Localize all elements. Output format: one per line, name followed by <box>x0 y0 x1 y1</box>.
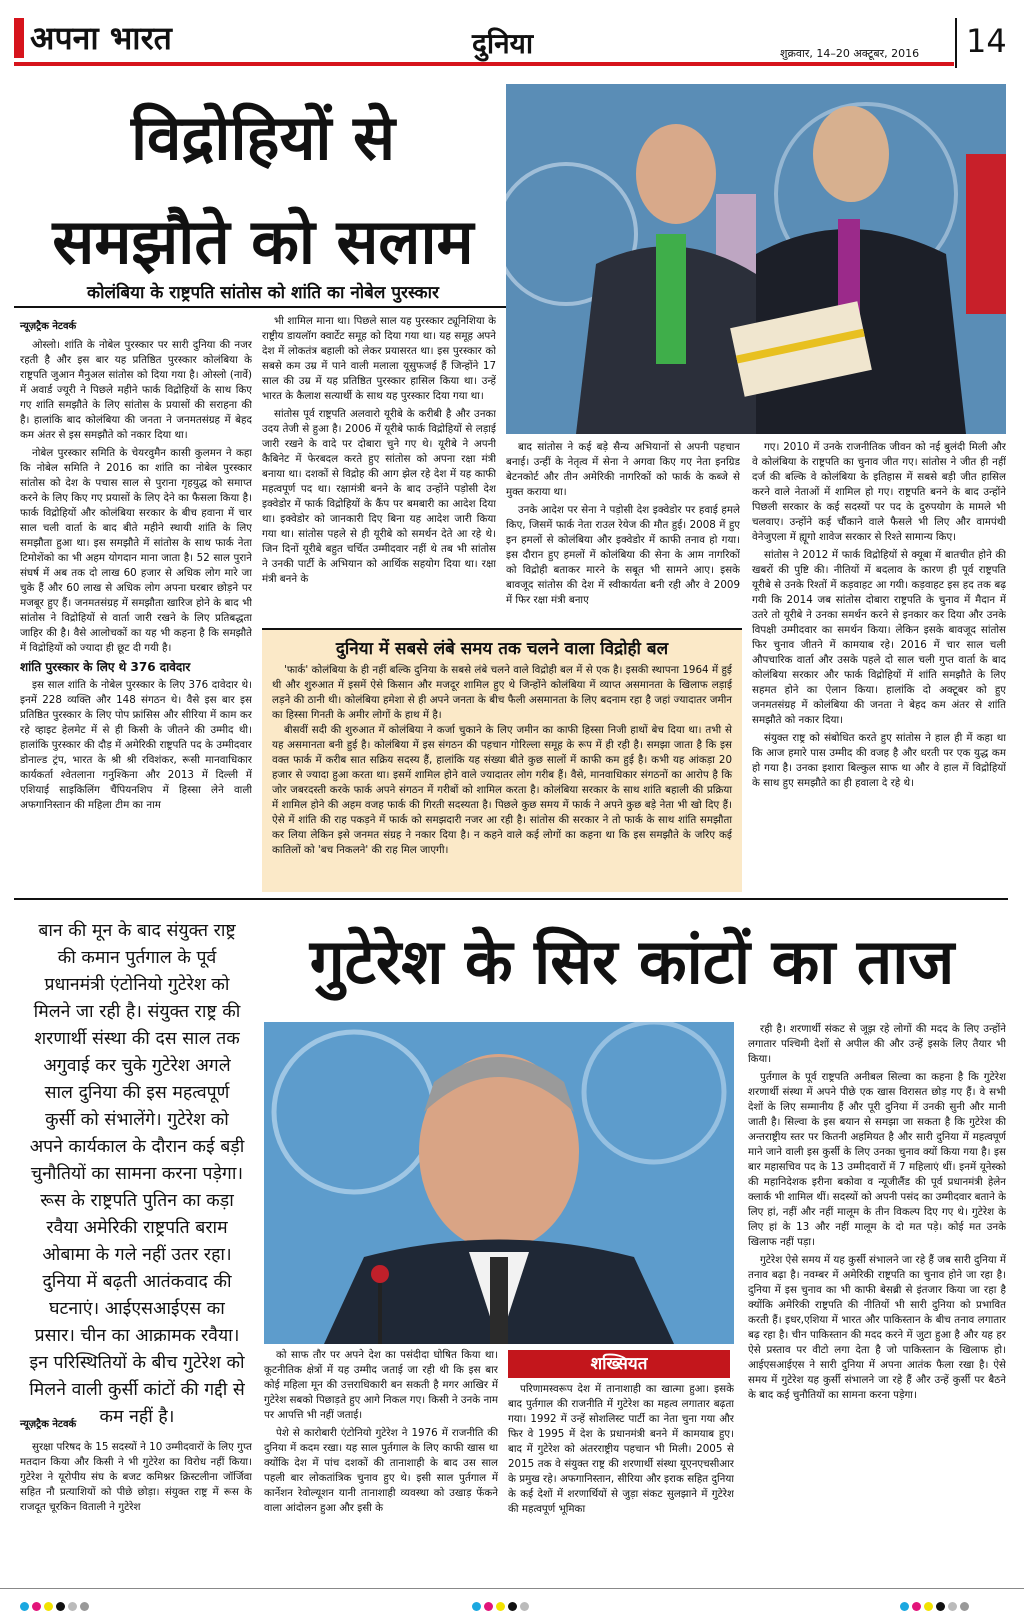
story2-column-1 <box>20 1440 252 1582</box>
story1-col4-para: संयुक्त राष्ट्र को संबोधित करते हुए सांतोस ने हाल ही में कहा था कि आज हमारे पास उम्मीद की वजह है और धरती पर एक युद्ध कम हो गया है। उनका इशारा बिल्कुल साफ था और वे हाल में विद्रोहियों के साथ हुए समझौते का ही हवाला दे रहे थे। <box>752 732 1006 789</box>
story1-col1-para: इस साल शांति के नोबेल पुरस्कार के लिए 376 दावेदार थे। इनमें 228 व्यक्ति और 148 संगठन थे। वैसे इस बार इस प्रतिष्ठित पुरस्कार के लिए पोप फ्रांसिस और सीरिया में काम कर रहे व्हाइट हेलमेट में से ही किसी के जीतने की उम्मीद थी। हालांकि पुरस्कार की दौड़ में अमेरिकी राष्ट्रपति पद के उम्मीदवार डोनाल्ड ट्रंप, भारत के श्री श्री रविशंकर, रूसी मानवाधिकार कार्यकर्ता श्वेतलाना गनुश्किना और 2013 में दिल्ली में एशियाई साइकिलिंग चैंपियनशिप में हिस्सा लेने वाली अफगानिस्तान की महिला टीम का नाम <box>20 679 252 811</box>
story2-column-4 <box>748 1022 1006 1582</box>
registration-dots-right <box>900 1596 972 1606</box>
story2-col4-para: रही है। शरणार्थी संकट से जूझ रहे लोगों की मदद के लिए उन्होंने लगातार पश्चिमी देशों से अपील की और उन्हें इसके लिए तैयार भी किया। <box>748 1023 1006 1065</box>
footer-rule <box>0 1588 1024 1589</box>
story2-column-2 <box>264 1348 498 1582</box>
section-title: दुनिया <box>472 27 534 60</box>
story1-subhead: कोलंबिया के राष्ट्रपति सांतोस को शांति का नोबेल पुरस्कार <box>87 283 439 303</box>
story1-credit: न्यूज़ट्रैक नेटवर्क <box>20 321 77 332</box>
brand-logo <box>14 12 246 60</box>
page-number: 14 <box>966 22 1007 60</box>
farc-box-para: 'फार्क' कोलंबिया के ही नहीं बल्कि दुनिया के सबसे लंबे चलने वाले विद्रोही बल में से एक है। इसकी स्थापना 1964 में हुई थी और शुरुआत में इसमें ऐसे किसान और मजदूर शामिल हुए थे जिन्होंने कोलंबिया में व्याप्त असमानता के खिलाफ लड़ाई लड़ने की ठानी थी। कोलंबिया हमेशा से ही अपने जनता के बीच फैली असमानता के लिए बदनाम रहा है जहां ज्यादातर जमीन का हिस्सा गिनती के अमीर लोगों के हाथ में है। <box>272 664 732 721</box>
story1-col4-para: सांतोस ने 2012 में फार्क विद्रोहियों से क्यूबा में बातचीत होने की खबरों की पुष्टि की। नीतियों में बदलाव के कारण ही पूर्व राष्ट्रपति यूरीबे से उनके रिश्तों में कड़वाहट आ गयी। कड़वाहट इस हद तक बढ़ गयी कि 2014 जब सांतोस दोबारा राष्ट्रपति के चुनाव में मैदान में उतरे तो यूरीबे ने उनका समर्थन करने से इनकार कर दिया और उनके विपक्षी उम्मीदवार का समर्थन किया। लेकिन इसके बावजूद सांतोस फिर चुनाव जीतने में कामयाब रहे। 2016 में चार साल चली औपचारिक वार्ता और उसके पहले दो साल चली गुप्त वार्ता के बाद कोलंबिया सरकार और फार्क विद्रोहियों में शांति समझौते के लिए सहमत होने का ऐलान किया। हालांकि दो अक्टूबर को हुए जनमतसंग्रह में कोलंबिया की जनता ने बेहद कम अंतर से शांति समझौते को नकार दिया। <box>752 549 1006 726</box>
masthead-divider <box>955 18 957 68</box>
santos-ban-ki-moon-photo <box>506 84 1006 434</box>
farc-box-para: बीसवीं सदी की शुरुआत में कोलंबिया ने कर्जा चुकाने के लिए जमीन का काफी हिस्सा निजी हाथों बेच दिया था। तभी से यह असमानता बनी हुई है। कोलंबिया में इस संगठन की पहचान गोरिल्ला समूह के रूप में ही रही है। समझा जाता है कि इस वक्त फार्क में करीब सात सक्रिय सदस्य हैं, हालांकि यह संख्या बीते कुछ सालों में काफी कम हुई है। कभी यह आंकड़ा 20 हजार से ज्यादा हुआ करता था। इसमें शामिल होने वाले ज्यादातर लोग गरीब हैं। वैसे, मानवाधिकार संगठनों का आरोप है कि जोर जबरदस्ती करके फार्क अपने संगठन में गरीबों को शामिल करता है। कोलंबिया सरकार के साथ शांति बहाली की प्रक्रिया में शामिल होने की अहम वजह फार्क की गिरती सदस्यता है। पिछले कुछ समय में फार्क ने अपने कुछ बड़े नेता भी खो दिए हैं। ऐसे में शांति की राह पकड़ने में फार्क को समझदारी नजर आ रही है। सांतोस की सरकार ने तो फार्क के साथ शांति समझौता कर लिया लेकिन इसे जनमत संग्रह ने नकार दिया है। न कहने वाले कई लोगों का कहना था कि इस समझौते के जरिए कई कातिलों को 'बच निकलने' की राह मिल जाएगी। <box>272 724 732 856</box>
story1-col1-subhead: शांति पुरस्कार के लिए थे 376 दावेदार <box>20 660 191 674</box>
story1-col2-para: सांतोस पूर्व राष्ट्रपति अलवारो यूरीबे के करीबी है और उनका उदय तेजी से हुआ है। 2006 में यूरीबे फार्क विद्रोहियों से लड़ाई जारी रखने के वादे पर दोबारा चुने गए थे। यूरीबे ने अपनी कैबिनेट में फेरबदल करते हुए सांतोस को अपना रक्षा मंत्री बनाया था। दशकों से विद्रोह की आग झेल रहे देश में यह काफी महत्वपूर्ण पद था। रक्षामंत्री बनने के बाद उन्होंने पड़ोसी देश इक्वेडोर में फार्क विद्रोहियों के कैंप पर बमबारी का आदेश दिया था। इक्वेडोर को जानकारी दिए बिना यह आदेश जारी किया गया था। सांतोस पहले से ही यूरीबे को समर्थन देते आ रहे थे। जिन दिनों यूरीबे बहुत चर्चित उम्मीदवार नहीं थे तब भी सांतोस ने उनकी पार्टी के अभियान को आर्थिक सहयोग दिया था। रक्षा मंत्री बनने के <box>262 408 496 585</box>
farc-box-title: दुनिया में सबसे लंबे समय तक चलने वाला विद्रोही बल <box>335 639 669 659</box>
story2-col2-para: पेशे से कारोबारी एंटोनियो गुटेरेश ने 1976 में राजनीति की दुनिया में कदम रखा। यह साल पुर्तगाल के लिए काफी खास था क्योंकि देश में पांच दशकों की तानाशाही के बाद उस साल पहली बार लोकतांत्रिक चुनाव हुए थे। इसी साल पुर्तगाल में कार्नेशन रेवोल्यूशन यानी तानाशाही व्यवस्था को उखाड़ फेंकने वाला आंदोलन हुआ और इसी के <box>264 1427 498 1514</box>
guterres-pull-quote: बान की मून के बाद संयुक्त राष्ट्र की कमान पुर्तगाल के पूर्व प्रधानमंत्री एंटोनियो गुटेरेश को मिलने जा रही है। संयुक्त राष्ट्र की शरणार्थी संस्था की दस साल तक अगुवाई कर चुके गुटेरेश अगले साल दुनिया की इस महत्वपूर्ण कुर्सी को संभालेंगे। गुटेरेश को अपने कार्यकाल के दौरान कई बड़ी चुनौतियों का सामना करना पड़ेगा। रूस के राष्ट्रपति पुतिन का कड़ा रवैया अमेरिकी राष्ट्रपति बराम ओबामा के गले नहीं उतर रहा। दुनिया में बढ़ती आतंकवाद की घटनाएं। आईएसआईएस का प्रसार। चीन का आक्रामक रवैया। इन परिस्थितियों के बीच गुटेरेश को मिलने वाली कुर्सी कांटों की गद्दी से कम नहीं है। <box>29 921 245 1427</box>
story1-column-4 <box>752 440 1006 890</box>
masthead-rule <box>14 62 954 66</box>
story1-headline-line1: विद्रोहियों से <box>130 101 395 174</box>
story-divider <box>14 898 1008 900</box>
story2-credit: न्यूज़ट्रैक नेटवर्क <box>20 1419 77 1430</box>
story1-col4-para: गए। 2010 में उनके राजनीतिक जीवन को नई बुलंदी मिली और वे कोलंबिया के राष्ट्रपति का चुनाव जीत गए। सांतोस ने जीत ही नहीं दर्ज की बल्कि वे कोलंबिया के इतिहास में सबसे बड़ी जीत हासिल करने वाले नेताओं में शामिल हो गए। राष्ट्रपति बनने के बाद उन्होंने पिछली सरकार के कई सदस्यों पर पद के दुरुपयोग के मामले भी चलवाए। उन्होंने कई चौंकाने वाले फैसले भी लिए और वामपंथी वेनेजुएला में ह्यूगो शावेज सरकार से रिश्ते सामान्य किए। <box>752 441 1006 543</box>
story1-col3-para: बाद सांतोस ने कई बड़े सैन्य अभियानों से अपनी पहचान बनाई। उन्हीं के नेतृत्व में सेना ने अगवा किए गए नेता इनग्रिड बेटनकोर्ट और तीन अमेरिकी नागरिकों को फार्क के कब्जे से मुक्त कराया था। <box>506 441 740 498</box>
brand-name: अपना भारत <box>30 19 172 57</box>
guterres-photo <box>264 1022 734 1344</box>
story2-col2-para: को साफ तौर पर अपने देश का पसंदीदा घोषित किया था। कूटनीतिक क्षेत्रों में यह उम्मीद जताई जा रही थी कि इस बार कोई महिला मून की उत्तराधिकारी बन सकती है मगर आखिर में गुटेरेश सबको पिछाड़ते हुए आगे निकल गए। किसी ने उनके नाम पर आपत्ति भी नहीं जताई। <box>264 1349 498 1421</box>
story1-col1-para: नोबेल पुरस्कार समिति के चेयरवुमैन कासी कुलमन ने कहा कि नोबेल समिति ने 2016 का शांति का नोबेल पुरस्कार सांतोस को देश के पचास साल से पुराना गृहयुद्ध को समाप्त करने के लिए किए गए प्रयासों के लिए देने का फैसला किया है। फार्क विद्रोहियों और कोलंबिया सरकार के बीच हवाना में चार साल चली वार्ता के बाद बीते महीने स्थायी शांति के लिए समझौता हुआ था। इस समझौते में सांतोस के साथ फार्क नेता टिमोशेंको का भी अहम योगदान माना जाता है। 52 साल पुराने संघर्ष में अब तक दो लाख 60 हजार से अधिक लोग मारे जा चुके हैं और 60 लाख से अधिक लोग अपना घरबार छोड़ने पर मजबूर हुए हैं। जनमतसंग्रह में समझौता खारिज होने के बाद भी सांतोस ने विद्रोहियों से वार्ता जारी रखने के लिए प्रतिबद्धता जाहिर की है। वैसे आलोचकों का यह भी कहना है कि समझौते में विद्रोहियों को ज्यादा ही छूट दी गयी है। <box>20 447 252 654</box>
story1-col3-para: उनके आदेश पर सेना ने पड़ोसी देश इक्वेडोर पर हवाई हमले किए, जिसमें फार्क नेता राउल रेयेज की मौत हुई। 2008 में हुए इन हमलों से कोलंबिया और इक्वेडोर में काफी तनाव हो गया। इस दौरान हुए हमलों में कोलंबिया की सेना के आम नागरिकों को विद्रोही बताकर मारने के सबूत भी सामने आए। इसके बावजूद सांतोस की देश में स्वीकार्यता बनी रही और वे 2009 में फिर रक्षा मंत्री बनाए <box>506 504 740 606</box>
story2-headline: गुटेरेश के सिर कांटों का ताज <box>309 925 955 998</box>
brand-red-bar <box>14 18 24 58</box>
farc-box <box>262 628 742 892</box>
story1-headline <box>14 86 512 294</box>
story1-column-2 <box>262 314 496 622</box>
story2-col4-para: गुटेरेश ऐसे समय में यह कुर्सी संभालने जा रहे हैं जब सारी दुनिया में तनाव बढ़ा है। नवम्बर में अमेरिकी राष्ट्रपति का चुनाव होने जा रहा है। दुनिया में इस चुनाव का भी काफी बेसब्री से इंतजार किया जा रहा है क्योंकि अमेरिकी राष्ट्रपति की नीतियों भी सारी दुनिया को प्रभावित करती हैं। इधर,एशिया में भारत और पाकिस्तान के बीच तनाव लगातार बढ़ रहा है। चीन पाकिस्तान की मदद करने में जुटा हुआ है और यह हर ऐसे प्रस्ताव पर वीटो लगा देता है जो पाकिस्तान के खिलाफ हो। आईएसआईएस ने सारी दुनिया में अपना आतंक फैला रखा है। ऐसे समय में गुटेरेश यह कुर्सी संभालने जा रहे हैं और उन्हें कुर्सी पर बैठने के बाद कई चुनौतियों का सामना करना पड़ेगा। <box>748 1254 1006 1401</box>
story2-col4-para: पुर्तगाल के पूर्व राष्ट्रपति अनीबल सिल्वा का कहना है कि गुटेरेश शरणार्थी संस्था में अपने पीछे एक खास विरासत छोड़ गए हैं। वे सभी देशों के लिए सम्मानीय हैं और पूरी दुनिया में उनकी सुनी और मानी जाती है। सिल्वा के इस बयान से समझा जा सकता है कि गुटेरेश की अन्तराष्ट्रीय स्तर पर कितनी अहमियत है और सारी दुनिया में महत्वपूर्ण माने जाने वाली इस कुर्सी के लिए उनका चुनाव क्यों किया गया है। इस बार महासचिव पद के 13 उम्मीदवारों में 7 महिलाएं थीं। इनमें यूनेस्को की महानिदेशक इरीना बकोवा व न्यूजीलैंड की पूर्व प्रधानमंत्री हेलेन क्लार्क भी शामिल थीं। सदस्यों को अपनी पसंद का उम्मीदवार बताने के लिए हां, नहीं और नहीं मालूम के तीन विकल्प दिए गए थे। गुटेरेश के लिए हां के 13 और नहीं मालूम के दो मत पड़े। कोई मत उनके खिलाफ नहीं पड़ा। <box>748 1071 1006 1248</box>
story2-col3-para: परिणामस्वरूप देश में तानाशाही का खात्मा हुआ। इसके बाद पुर्तगाल की राजनीति में गुटेरेश का महत्व लगातार बढ़ता गया। 1992 में उन्हें सोशलिस्ट पार्टी का नेता चुना गया और फिर वे 1995 में देश के प्रधानमंत्री बनने में कामयाब हुए। बाद में गुटेरेश को अंतरराष्ट्रीय पहचान भी मिली। 2005 से 2015 तक वे संयुक्त राष्ट्र की शरणार्थी संस्था यूएनएचसीआर के प्रमुख रहे। अफगानिस्तान, सीरिया और इराक सहित दुनिया के कई देशों में शरणार्थियों से जुड़ा संकट सुलझाने में गुटेरेश की महत्वपूर्ण भूमिका <box>508 1383 734 1515</box>
subhead-rule <box>14 306 512 308</box>
story2-column-3 <box>508 1382 734 1582</box>
registration-dots-left <box>20 1596 92 1606</box>
story1-column-3 <box>506 440 740 622</box>
shakhsiyat-label: शख्सियत <box>508 1350 730 1378</box>
story1-col1-para: ओस्लो। शांति के नोबेल पुरस्कार पर सारी दुनिया की नजर रहती है और इस बार यह प्रतिष्ठित पुरस्कार कोलंबिया के राष्ट्रपति जुआन मैनुअल सांतोस को दिया गया है। ओस्लो (नार्वे) में अवार्ड ज्यूरी ने पिछले महीने फार्क विद्रोहियों के साथ किए गए शांति समझौते के लिए सांतोस के प्रयासों की सराहना की है। हालांकि बाद कोलंबिया की जनता ने जनमतसंग्रह में बेहद कम अंतर से इस समझौते को नकार दिया था। <box>20 339 252 441</box>
issue-date: शुक्रवार, 14–20 अक्टूबर, 2016 <box>780 47 920 60</box>
story1-column-1 <box>20 338 252 888</box>
story1-headline-line2: समझौते को सलाम <box>52 205 474 278</box>
registration-dots-center <box>472 1596 532 1606</box>
story1-col2-para: भी शामिल माना था। पिछले साल यह पुरस्कार ट्यूनिशिया के राष्ट्रीय डायलॉग क्वार्टेट समूह को दिया गया था। यह समूह अपने देश में लोकतंत्र बहाली को लेकर प्रयासरत था। इस पुरस्कार को सबसे कम उम्र में पाने वाली मलाला यूसुफजई हैं जिन्होंने 17 साल की उम्र में यह प्रतिष्ठित पुरस्कार हासिल किया था। उन्हें भारत के कैलाश सत्यार्थी के साथ यह पुरस्कार दिया गया था। <box>262 315 496 402</box>
story2-col1-para: सुरक्षा परिषद के 15 सदस्यों ने 10 उम्मीदवारों के लिए गुप्त मतदान किया और किसी ने भी गुटेरेश का विरोध नहीं किया। गुटेरेश ने यूरोपीय संघ के बजट कमिश्नर क्रिस्टलीना जॉर्जिवा सहित नौ प्रत्याशियों को पीछे छोड़ा। संयुक्त राष्ट्र में रूस के राजदूत चूरकिन विताली ने गुटेरेश <box>20 1441 252 1513</box>
